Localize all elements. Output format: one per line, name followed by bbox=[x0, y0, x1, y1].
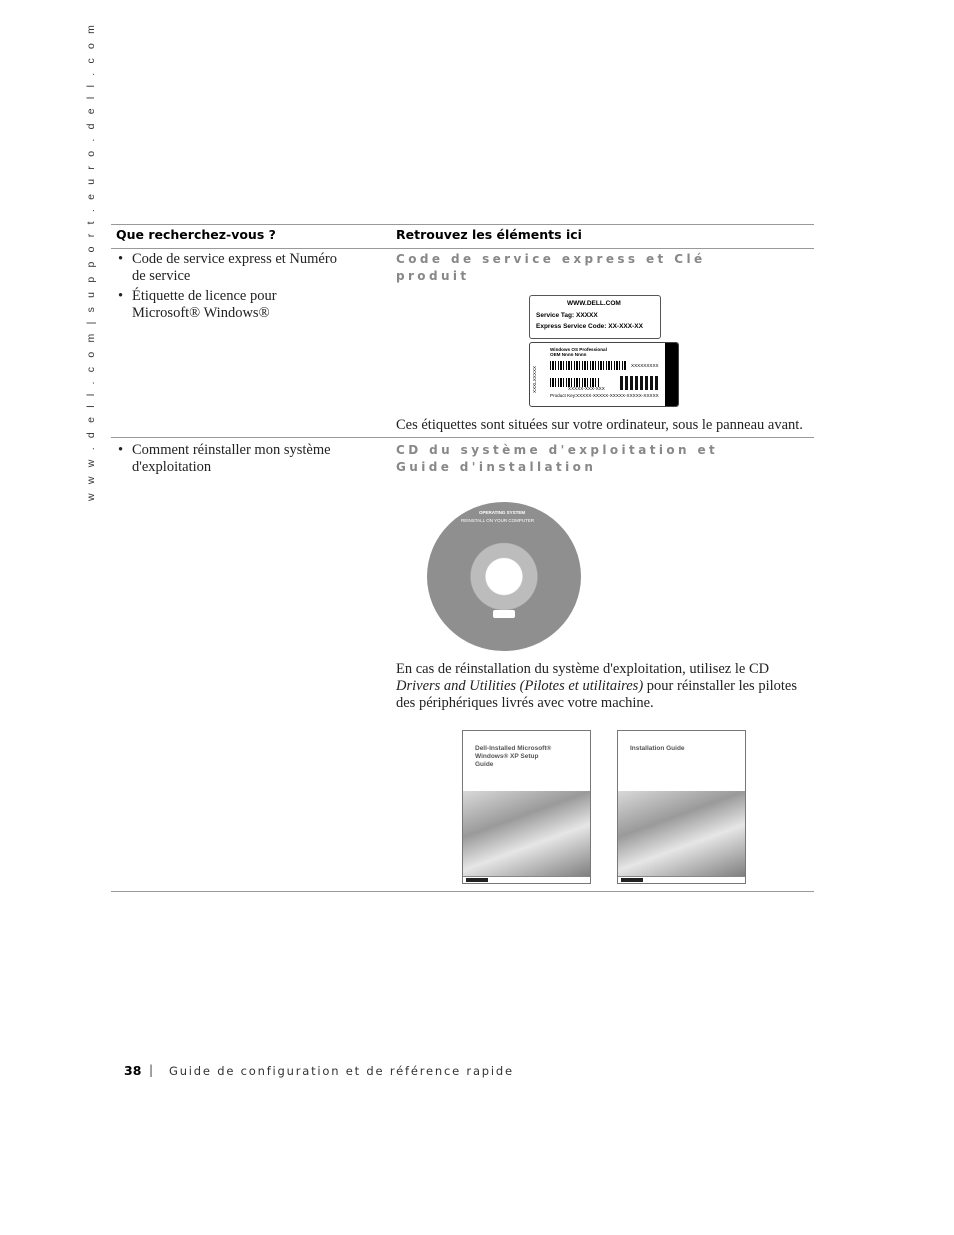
coa-product-key-label: Product Key: bbox=[550, 393, 577, 398]
table-top-rule bbox=[111, 224, 814, 225]
book-footer bbox=[618, 876, 745, 883]
page-number: 38 bbox=[124, 1063, 142, 1078]
setup-guide-book-image bbox=[462, 730, 591, 884]
row-divider-rule bbox=[111, 437, 814, 438]
coa-line2: OEM Nnnn Nnnn bbox=[550, 352, 587, 357]
footer-title: Guide de configuration et de référence rapide bbox=[169, 1064, 514, 1078]
cd-title: OPERATING SYSTEM bbox=[479, 510, 526, 515]
reinstall-text-end: pour réinstaller les pilotes des périphériques livrés avec votre machine. bbox=[396, 678, 797, 711]
os-cd-image bbox=[427, 502, 581, 651]
section-title-service-code: Code de service express et Clé produit bbox=[396, 252, 706, 283]
cd-subtitle: REINSTALL ON YOUR COMPUTER bbox=[461, 518, 535, 523]
coa-mid: XXXXX-XXX-XXX bbox=[568, 386, 605, 391]
column-header-question: Que recherchez-vous ? bbox=[116, 227, 276, 242]
book-title: Installation Guide bbox=[630, 745, 685, 752]
row2-bullet-list bbox=[118, 442, 348, 479]
service-tag-label bbox=[529, 295, 661, 339]
installation-guide-book-image bbox=[617, 730, 746, 884]
dell-logo-icon bbox=[466, 878, 488, 882]
list-item: • Étiquette de licence pour Microsoft® Windows® bbox=[118, 288, 348, 322]
reinstall-description bbox=[396, 661, 814, 712]
section-title-os-cd: CD du système d'exploitation et Guide d'installation bbox=[396, 443, 719, 474]
side-url-label: w w w . d e l l . c o m | s u p p o r t . e u r o . d e l l . c o m bbox=[85, 21, 97, 501]
barcode-1 bbox=[550, 361, 626, 370]
coa-product-key-value: XXXXX-XXXXX-XXXXX-XXXXX-XXXXX bbox=[576, 393, 659, 398]
row1-bullet-list bbox=[118, 251, 348, 325]
table-header-rule bbox=[111, 248, 814, 249]
column-header-location: Retrouvez les éléments ici bbox=[396, 227, 582, 242]
coa-code: XXXXXXXXX bbox=[631, 363, 659, 368]
book-footer bbox=[463, 876, 590, 883]
label-url: WWW.DELL.COM bbox=[567, 300, 621, 307]
reinstall-text-start: En cas de réinstallation du système d'exploitation, utilisez le CD bbox=[396, 661, 770, 677]
label-black-stripe bbox=[665, 343, 678, 406]
dell-logo-icon bbox=[621, 878, 643, 882]
labels-location-text: Ces étiquettes sont situées sur votre ordinateur, sous le panneau avant. bbox=[396, 417, 803, 433]
reinstall-cd-name: Drivers and Utilities (Pilotes et utilitaires) bbox=[396, 678, 644, 694]
footer-separator: | bbox=[149, 1063, 154, 1077]
dell-logo-icon bbox=[493, 610, 515, 618]
table-bottom-rule bbox=[111, 891, 814, 892]
microsoft-logo-icon bbox=[620, 376, 660, 390]
book-cover-photo bbox=[618, 791, 745, 877]
list-item: • Code de service express et Numéro de service bbox=[118, 251, 348, 285]
label-service-tag: Service Tag: XXXXX bbox=[536, 312, 598, 319]
label-express-code: Express Service Code: XX-XXX-XX bbox=[536, 323, 643, 330]
list-item: • Comment réinstaller mon système d'exploitation bbox=[118, 442, 348, 476]
windows-license-label bbox=[529, 342, 679, 407]
coa-side-code: XXXLXXXXX bbox=[532, 365, 537, 393]
book-cover-photo bbox=[463, 791, 590, 877]
coa-line1: Windows OS Professional bbox=[550, 347, 607, 352]
side-url-text bbox=[83, 21, 99, 501]
book-title: Dell-Installed Microsoft® Windows® XP Setup Guide bbox=[475, 745, 552, 768]
